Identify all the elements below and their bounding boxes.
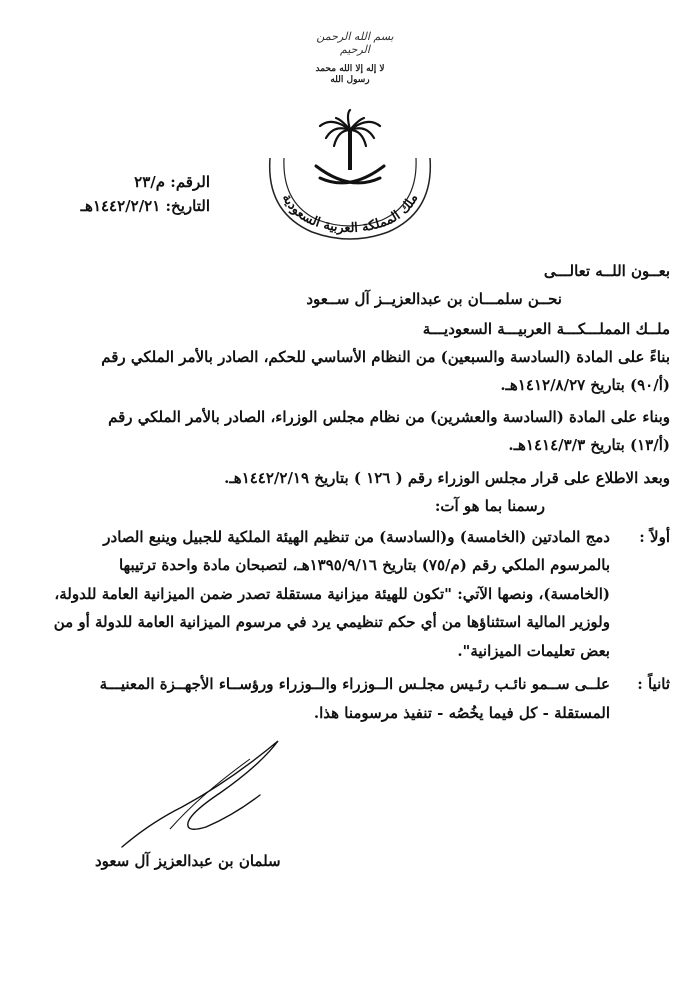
preamble-p2-line-1: وبناء على المادة (السادسة والعشرين) من نظام مجلس الوزراء، الصادر بالأمر الملكي رقم [108, 408, 670, 426]
preamble-p1-line-1: بناءً على المادة (السادسة والسبعين) من النظام الأساسي للحكم، الصادر بالأمر الملكي رقم [101, 348, 670, 366]
handwritten-signature [110, 735, 310, 855]
signatory-name: سلمان بن عبدالعزيز آل سعود [95, 852, 281, 870]
article-first-line-5: بعض تعليمات الميزانية". [457, 642, 610, 660]
article-second-label: ثانياً : [637, 675, 670, 693]
royal-emblem [262, 108, 438, 244]
preamble-p1-line-2: (أ/٩٠) بتاريخ ١٤١٢/٨/٢٧هـ. [500, 376, 670, 394]
article-first-line-2: بالمرسوم الملكي رقم (م/٧٥) بتاريخ ١٣٩٥/٩/١٦هـ، لتصبحان مادة واحدة ترتيبها [118, 556, 610, 574]
emblem-ring-text: ملك المملكة العربية السعودية [278, 191, 422, 237]
article-first-line-3: (الخامسة)، ونصها الآتي: "تكون للهيئة ميزانية مستقلة تصدر ضمن الميزانية العامة للدولة، [54, 585, 610, 603]
preamble-p3-line-1: وبعد الاطلاع على قرار مجلس الوزراء رقم ( ١٢٦ ) بتاريخ ١٤٤٢/٢/١٩هـ. [224, 469, 670, 487]
basmala-calligraphy: بسم الله الرحمن الرحيم [316, 30, 394, 56]
article-second-line-2: المستقلة - كل فيما يخُصُه - تنفيذ مرسومنا هذا. [313, 704, 610, 722]
shahada-calligraphy: لا إله إلا الله محمد رسول الله [315, 64, 385, 85]
article-first-label: أولاً : [639, 528, 670, 546]
preamble-p2-line-2: (أ/١٣) بتاريخ ١٤١٤/٣/٣هـ. [508, 436, 670, 454]
decree-line: رسمنا بما هو آت: [434, 497, 545, 515]
article-first-line-1: دمج المادتين (الخامسة) و(السادسة) من تنظيم الهيئة الملكية للجبيل وينبع الصادر [103, 528, 610, 546]
intro-line-3: ملــك المملـــكـــة العربيـــة السعوديـــة [422, 320, 670, 338]
article-first-line-4: ولوزير المالية استثناؤها من أي حكم تنظيمي يرد في مرسوم الميزانية العامة للدولة أو من [53, 613, 610, 631]
reference-date: التاريخ: ١٤٤٢/٢/٢١هـ [80, 197, 210, 215]
intro-line-1: بعــون اللــه تعالـــى [543, 262, 670, 280]
reference-block [81, 170, 210, 218]
reference-number: الرقم: م/٢٣ [134, 173, 210, 191]
article-second-line-1: علــى ســمو نائـب رئـيس مجلـس الــوزراء والــوزراء ورؤســاء الأجهــزة المعنيـــة [99, 675, 610, 693]
intro-line-2: نحــن سلمـــان بن عبدالعزيــز آل ســعود [306, 290, 562, 308]
svg-text:ملك المملكة العربية السعودية [279, 192, 422, 237]
